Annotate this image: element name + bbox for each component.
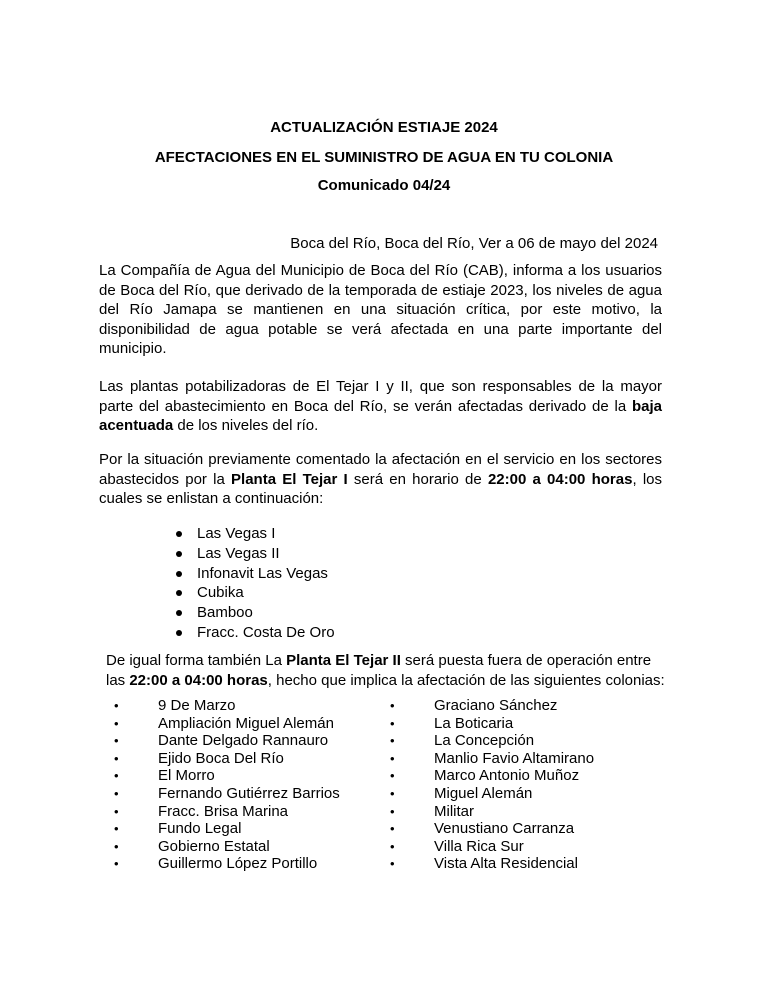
paragraph-plants bbox=[99, 377, 662, 436]
list-item: Infonavit Las Vegas bbox=[176, 564, 335, 584]
paragraph-tejar1-text3: , los cuales se enlistan a continuación: bbox=[99, 470, 662, 507]
document-title: ACTUALIZACIÓN ESTIAJE 2024 bbox=[270, 119, 498, 136]
list-item: • El Morro bbox=[114, 767, 340, 785]
comunicado-number: Comunicado 04/24 bbox=[317, 177, 451, 194]
list-item: • Guillermo López Portillo bbox=[114, 855, 340, 873]
list-item: • Miguel Alemán bbox=[390, 785, 594, 803]
plant-name-tejar1: Planta El Tejar I bbox=[231, 470, 348, 488]
list-item: • Vista Alta Residencial bbox=[390, 855, 594, 873]
list-item: • La Concepción bbox=[390, 732, 594, 750]
paragraph-tejar2 bbox=[106, 651, 666, 690]
list-item: • Graciano Sánchez bbox=[390, 697, 594, 715]
tejar2-colonias-left-list bbox=[114, 697, 340, 873]
list-item: • Marco Antonio Muñoz bbox=[390, 767, 594, 785]
list-item: • La Boticaria bbox=[390, 715, 594, 733]
list-item: • Venustiano Carranza bbox=[390, 820, 594, 838]
paragraph-tejar1 bbox=[99, 450, 662, 509]
list-item: • Fracc. Brisa Marina bbox=[114, 803, 340, 821]
emphasis-baja-acentuada: baja acentuada bbox=[99, 397, 662, 434]
list-item: • Gobierno Estatal bbox=[114, 838, 340, 856]
schedule-tejar2: 22:00 a 04:00 horas bbox=[129, 671, 268, 689]
paragraph-plants-text: Las plantas potabilizadoras de El Tejar I y II, que son responsables de la mayor parte del abastecimiento en Boca del Río, se verán afectadas derivado de la bbox=[99, 378, 662, 415]
list-item: • Militar bbox=[390, 803, 594, 821]
list-item: • Ejido Boca Del Río bbox=[114, 750, 340, 768]
list-item: Las Vegas I bbox=[176, 524, 335, 544]
list-item: • Fundo Legal bbox=[114, 820, 340, 838]
list-item: Cubika bbox=[176, 583, 335, 603]
tejar2-colonias-right-list bbox=[390, 697, 594, 873]
paragraph-tejar2-text3: , hecho que implica la afectación de las siguientes colonias: bbox=[267, 671, 665, 689]
tejar1-colonias-list bbox=[176, 524, 335, 643]
paragraph-tejar2-text2: será puesta fuera de operación entre las bbox=[106, 652, 652, 689]
list-item: • 9 De Marzo bbox=[114, 697, 340, 715]
list-item: Fracc. Costa De Oro bbox=[176, 623, 335, 643]
list-item: • Dante Delgado Rannauro bbox=[114, 732, 340, 750]
list-item: • Villa Rica Sur bbox=[390, 838, 594, 856]
schedule-tejar1: 22:00 a 04:00 horas bbox=[487, 470, 633, 488]
paragraph-intro: La Compañía de Agua del Municipio de Boca del Río (CAB), informa a los usuarios de Boca del Río, que derivado de la temporada de estiaje 2023, los niveles de agua del Río Jamapa se mantienen en una situación crítica, por este motivo, la disponibilidad de agua potable se verá afectada en una parte importante del municipio. bbox=[99, 262, 662, 357]
paragraph-tejar1-text1: Por la situación previamente comentado la afectación en el servicio en los sectores abastecidos por la bbox=[99, 451, 662, 488]
date-line: Boca del Río, Boca del Río, Ver a 06 de mayo del 2024 bbox=[290, 235, 658, 252]
paragraph-plants-text-end: de los niveles del río. bbox=[173, 417, 319, 434]
paragraph-tejar2-text1: De igual forma también La bbox=[106, 652, 287, 669]
list-item: • Manlio Favio Altamirano bbox=[390, 750, 594, 768]
paragraph-tejar1-text2: será en horario de bbox=[347, 470, 488, 488]
document-subtitle: AFECTACIONES EN EL SUMINISTRO DE AGUA EN TU COLONIA bbox=[154, 149, 614, 166]
list-item: Las Vegas II bbox=[176, 544, 335, 564]
list-item: • Fernando Gutiérrez Barrios bbox=[114, 785, 340, 803]
list-item: • Ampliación Miguel Alemán bbox=[114, 715, 340, 733]
plant-name-tejar2: Planta El Tejar II bbox=[286, 652, 401, 669]
list-item: Bamboo bbox=[176, 603, 335, 623]
